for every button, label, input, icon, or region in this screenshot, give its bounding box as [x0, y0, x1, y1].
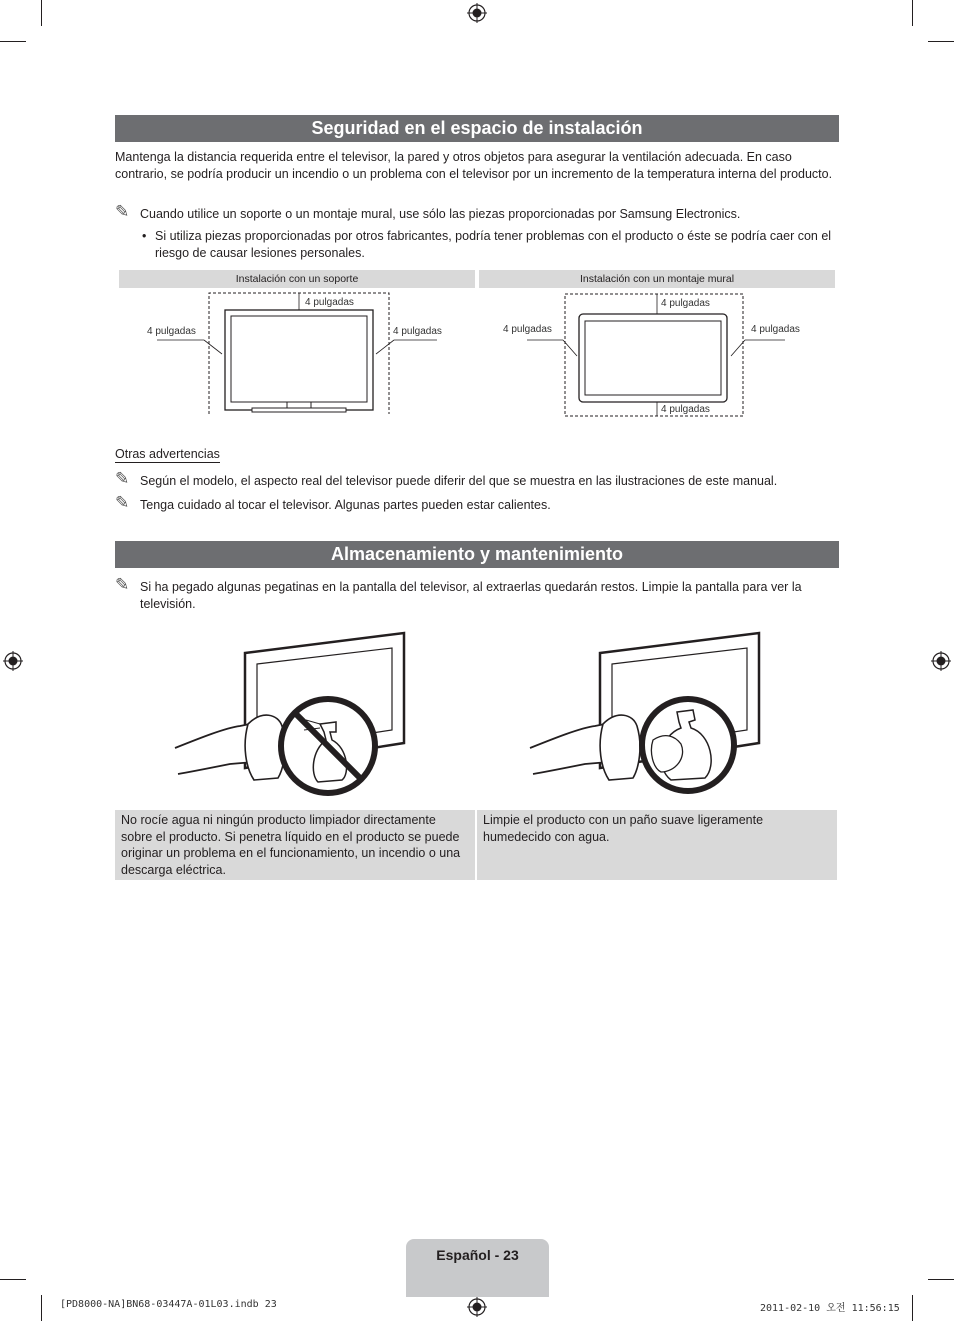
- other-warnings-heading: Otras advertencias: [115, 447, 220, 461]
- crop-mark: [41, 1295, 42, 1321]
- crop-mark: [928, 1279, 954, 1280]
- section-title-installation: Seguridad en el espacio de instalación: [115, 115, 839, 142]
- file-slug: [PD8000-NA]BN68-03447A-01L03.indb 23: [60, 1299, 277, 1310]
- crop-mark: [0, 41, 26, 42]
- stand-top-clearance: 4 pulgadas: [305, 297, 354, 308]
- crop-mark: [912, 0, 913, 26]
- crop-mark: [928, 41, 954, 42]
- bullet-dot: •: [142, 229, 147, 243]
- installation-intro: Mantenga la distancia requerida entre el televisor, la pared y otros objetos para asegurar la ventilación adecuada. En caso contrario, se podría producir un incendio o un problema con el televisor por un incremento de la temperatura interna del producto.: [115, 150, 833, 181]
- registration-mark-icon: [467, 1297, 487, 1317]
- warning-note-hot: Tenga cuidado al tocar el televisor. Algunas partes pueden estar calientes.: [140, 498, 551, 512]
- registration-mark-icon: [931, 651, 951, 671]
- section-title-maintenance: Almacenamiento y mantenimiento: [115, 541, 839, 568]
- print-timestamp: 2011-02-10 오전 11:56:15: [760, 1303, 900, 1314]
- installation-note: Cuando utilice un soporte o un montaje mural, use sólo las piezas proporcionadas por Samsung Electronics.: [140, 207, 741, 221]
- pencil-note-icon: ✎: [115, 469, 130, 488]
- diagram-title-wall: Instalación con un montaje mural: [479, 270, 835, 288]
- crop-mark: [0, 1279, 26, 1280]
- warning-note-model: Según el modelo, el aspecto real del televisor puede diferir del que se muestra en las ilustraciones de este manual.: [140, 474, 778, 488]
- wall-mount-diagram: [479, 290, 835, 420]
- stand-left-clearance: 4 pulgadas: [147, 326, 196, 337]
- pencil-note-icon: ✎: [115, 493, 130, 512]
- stand-right-clearance: 4 pulgadas: [393, 326, 442, 337]
- registration-mark-icon: [3, 651, 23, 671]
- caption-wipe: Limpie el producto con un paño suave ligeramente humedecido con agua.: [477, 810, 837, 880]
- maintenance-note: Si ha pegado algunas pegatinas en la pantalla del televisor, al extraerlas quedarán restos. Limpie la pantalla para ver la televisión.: [140, 580, 802, 611]
- crop-mark: [41, 0, 42, 26]
- wipe-cloth-illustration: [525, 628, 765, 800]
- pencil-note-icon: ✎: [115, 575, 130, 594]
- caption-no-spray: No rocíe agua ni ningún producto limpiador directamente sobre el producto. Si penetra líquido en el producto se puede originar un problema en el funcionamiento, un incendio o una descarga eléctrica.: [115, 810, 475, 880]
- page-number-tab: [406, 1239, 549, 1297]
- page-label: Español - 23: [436, 1247, 519, 1263]
- wall-right-clearance: 4 pulgadas: [751, 324, 800, 335]
- wall-left-clearance: 4 pulgadas: [503, 324, 552, 335]
- registration-mark-icon: [467, 3, 487, 23]
- no-spray-illustration: [170, 628, 410, 800]
- pencil-note-icon: ✎: [115, 202, 130, 221]
- crop-mark: [912, 1295, 913, 1321]
- wall-bottom-clearance: 4 pulgadas: [661, 404, 710, 415]
- installation-bullet: Si utiliza piezas proporcionadas por otros fabricantes, podría tener problemas con el producto o éste se podría caer con el riesgo de causar lesiones personales.: [155, 229, 832, 260]
- diagram-title-stand: Instalación con un soporte: [119, 270, 475, 288]
- wall-top-clearance: 4 pulgadas: [661, 298, 710, 309]
- stand-installation-diagram: [119, 290, 475, 416]
